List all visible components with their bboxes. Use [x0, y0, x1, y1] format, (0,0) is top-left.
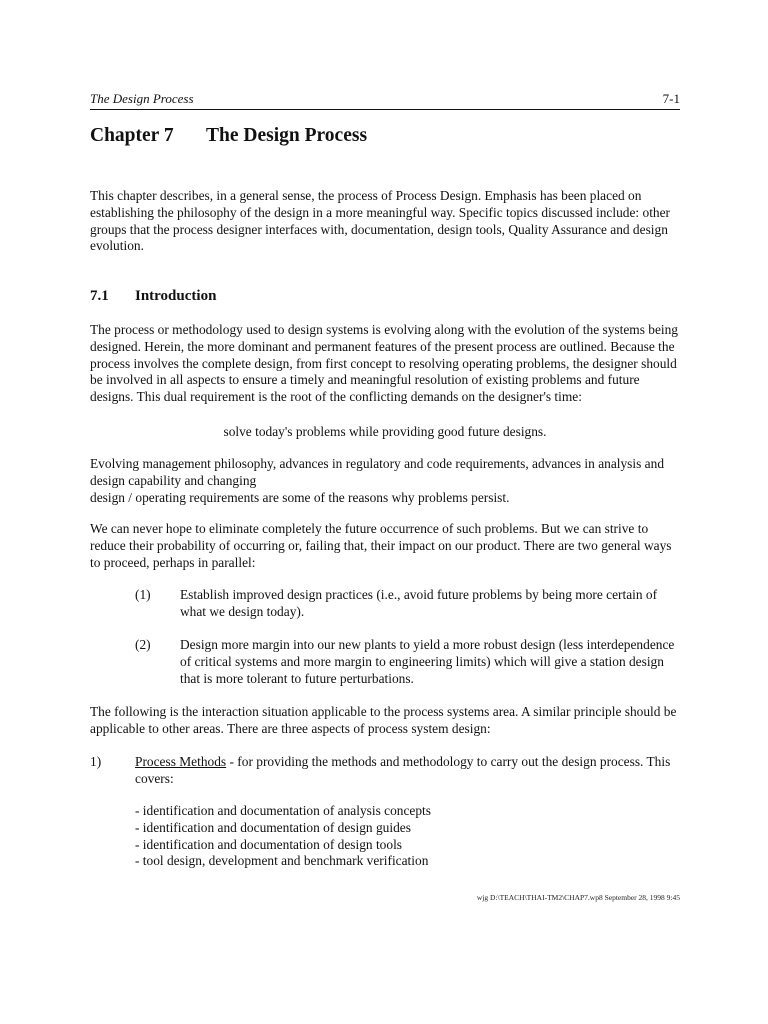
file-footer: wjg D:\TEACH\THAI-TM2\CHAP7.wp8 September 28, 1998 9:45 — [476, 893, 680, 902]
item-number: (2) — [135, 637, 151, 652]
section-title: Introduction — [135, 288, 217, 304]
centered-quote: solve today's problems while providing good future designs. — [223, 424, 547, 439]
item-text: Design more margin into our new plants to yield a more robust design (less interdependence of critical systems and more margin to engineering limits) which will give a station design that is more tolerant to future perturbations. — [180, 637, 675, 686]
chapter-title: The Design Process — [206, 125, 368, 146]
list-item: - tool design, development and benchmark verification — [135, 853, 429, 869]
paragraph-1: The process or methodology used to design systems is evolving along with the evolution of the systems being designed. Herein, the more dominant and permanent features of the present process are outlined. Because the process involves the complete design, from first concept to resolving operating problems, the designer should be involved in all aspects to ensure a timely and meaningful resolution of existing problems and future designs. This dual requirement is the root of the conflicting demands on the designer's time: — [90, 322, 678, 405]
numbered-item — [135, 587, 680, 621]
numbered-item — [135, 637, 680, 687]
header-title: The Design Process — [90, 91, 194, 106]
paragraph-2 — [90, 456, 680, 506]
item-text: Establish improved design practices (i.e., avoid future problems by being more certain of what we design today). — [180, 587, 658, 619]
item-number: (1) — [135, 587, 151, 602]
running-header — [90, 91, 680, 110]
list-item: - identification and documentation of design tools — [135, 836, 403, 852]
aspect-item — [90, 754, 680, 788]
paragraph-3: We can never hope to eliminate completely the future occurrence of such problems. But we can strive to reduce their probability of occurring or, failing that, their impact on our product. There are two general ways to proceed, perhaps in parallel: — [90, 521, 672, 570]
chapter-label: Chapter 7 — [90, 125, 174, 146]
list-item: - identification and documentation of design guides — [135, 819, 411, 835]
bullet-list — [135, 803, 431, 870]
paragraph-2-line-1: Evolving management philosophy, advances in regulatory and code requirements, advances in analysis and design capability and changing — [90, 456, 665, 488]
aspect-number: 1) — [90, 754, 102, 769]
chapter-heading — [90, 125, 367, 147]
header-page-number: 7-1 — [662, 91, 680, 106]
section-number: 7.1 — [90, 288, 109, 304]
intro-paragraph: This chapter describes, in a general sense, the process of Process Design. Emphasis has been placed on establishing the philosophy of the design in a more meaningful way. Specific topics discussed include: other groups that the process designer interfaces with, documentation, design tools, Quality Assurance and design evolution. — [90, 188, 671, 254]
paragraph-4: The following is the interaction situation applicable to the process systems area. A similar principle should be applicable to other areas. There are three aspects of process system design: — [90, 704, 677, 736]
list-item: - identification and documentation of analysis concepts — [135, 803, 431, 818]
aspect-text — [135, 754, 680, 788]
paragraph-2-line-2: design / operating requirements are some of the reasons why problems persist. — [90, 489, 510, 505]
aspect-title: Process Methods — [135, 754, 227, 769]
section-heading — [90, 288, 216, 305]
aspect-description: - for providing the methods and methodology to carry out the design process. This covers: — [135, 754, 671, 786]
